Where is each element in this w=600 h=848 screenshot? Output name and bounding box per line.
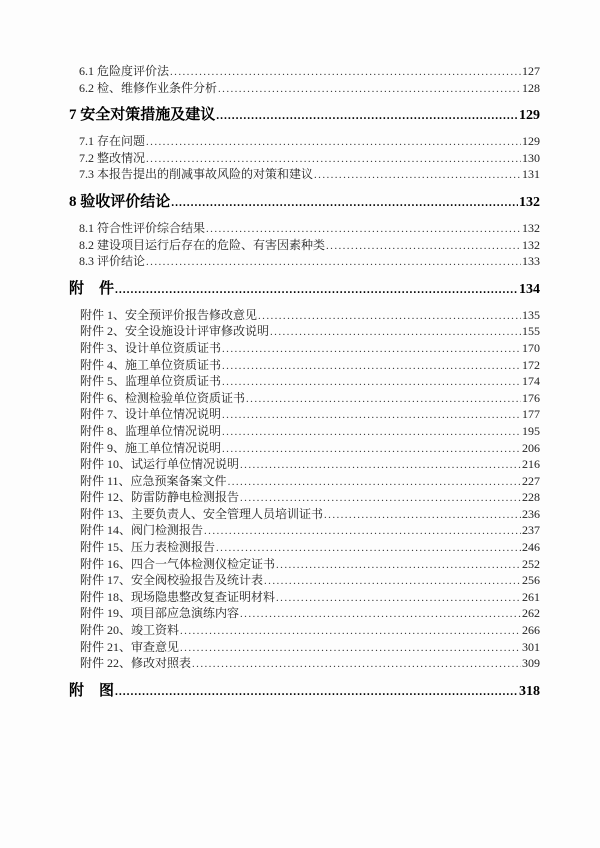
- toc-entry-label: 附件 19、项目部应急演练内容: [80, 606, 240, 621]
- toc-entry-label: 附件 6、检测检验单位资质证书: [80, 390, 246, 405]
- toc-entry-row: [69, 557, 540, 574]
- toc-entry-label: 附件 16、四合一气体检测仪检定证书: [80, 556, 276, 571]
- toc-entry-page: 236: [522, 506, 540, 521]
- toc-entry-label: 附件 17、安全阀校验报告及统计表: [80, 573, 264, 588]
- toc-entry-page: 318: [519, 683, 540, 699]
- toc-entry-row: [69, 254, 540, 271]
- toc-entry-page: 131: [522, 167, 540, 182]
- toc-entry-page: 155: [522, 324, 540, 339]
- toc-entry-row: [69, 407, 540, 424]
- toc-entry-label: 6.1 危险度评价法: [79, 64, 170, 78]
- dot-leader: [180, 623, 521, 640]
- toc-entry-page: 174: [522, 374, 540, 389]
- toc-entry-label: 附件 9、施工单位情况说明: [80, 440, 222, 455]
- dot-leader: [246, 391, 521, 408]
- toc-entry-row: [69, 167, 540, 184]
- toc-entry-row: [69, 441, 540, 458]
- toc-entry-label: 8 验收评价结论: [69, 193, 171, 210]
- toc-entry-label: 6.2 检、维修作业条件分析: [79, 80, 218, 95]
- toc-chapter-row: [69, 192, 540, 213]
- toc-entry-page: 309: [522, 656, 540, 671]
- toc-entry-page: 228: [522, 490, 540, 505]
- toc-entry-page: 129: [519, 108, 540, 124]
- toc-entry-label: 附件 12、防雷防静电检测报告: [80, 490, 240, 505]
- dot-leader: [222, 341, 521, 358]
- dot-leader: [216, 105, 518, 126]
- toc-entry-page: 195: [522, 423, 540, 438]
- toc-entry-row: [69, 573, 540, 590]
- toc-entry-page: 252: [522, 556, 540, 571]
- dot-leader: [324, 507, 521, 524]
- toc-entry-page: 135: [522, 307, 540, 322]
- toc-entry-label: 7 安全对策措施及建议: [69, 107, 216, 124]
- toc-entry-row: [69, 623, 540, 640]
- toc-chapter-row: [69, 105, 540, 126]
- toc-entry-page: 177: [522, 407, 540, 422]
- toc-entry-label: 附 图: [69, 682, 115, 699]
- toc-entry-row: [69, 424, 540, 441]
- toc-entry-row: [69, 490, 540, 507]
- toc-entry-page: 132: [522, 220, 540, 235]
- toc-entry-label: 8.2 建设项目运行后存在的危险、有害因素种类: [79, 237, 326, 252]
- dot-leader: [222, 424, 521, 441]
- toc-entry-label: 8.1 符合性评价综合结果: [79, 220, 206, 235]
- toc-entry-row: [69, 308, 540, 325]
- toc-entry-page: 128: [522, 80, 540, 95]
- dot-leader: [222, 407, 521, 424]
- dot-leader: [180, 640, 521, 657]
- dot-leader: [218, 81, 521, 98]
- toc-entry-page: 246: [522, 540, 540, 555]
- toc-entry-page: 132: [522, 237, 540, 252]
- toc-entry-page: 216: [522, 457, 540, 472]
- toc-entry-row: [69, 640, 540, 657]
- dot-leader: [216, 540, 521, 557]
- toc-entry-label: 7.2 整改情况: [79, 150, 146, 165]
- toc-entry-row: [69, 374, 540, 391]
- toc-entry-label: 附件 11、应急预案备案文件: [80, 473, 227, 488]
- toc-entry-label: 附件 13、主要负责人、安全管理人员培训证书: [80, 506, 324, 521]
- toc-entry-row: [69, 474, 540, 491]
- toc-entry-row: [69, 238, 540, 255]
- toc-entry-row: [69, 606, 540, 623]
- dot-leader: [171, 192, 518, 213]
- toc-entry-label: 8.3 评价结论: [79, 254, 146, 269]
- toc-entry-row: [69, 590, 540, 607]
- dot-leader: [276, 590, 521, 607]
- toc-entry-row: [69, 81, 540, 98]
- toc-entry-page: 261: [522, 589, 540, 604]
- toc-entry-row: [69, 656, 540, 673]
- toc-entry-row: [69, 540, 540, 557]
- toc-entry-page: 266: [522, 623, 540, 638]
- toc-entry-row: [69, 221, 540, 238]
- toc-entry-label: 附件 1、安全预评价报告修改意见: [80, 307, 258, 322]
- dot-leader: [146, 254, 521, 271]
- dot-leader: [115, 279, 518, 300]
- toc-entry-row: [69, 391, 540, 408]
- toc-entry-label: 附 件: [69, 280, 115, 297]
- toc-entry-row: [69, 507, 540, 524]
- dot-leader: [228, 474, 521, 491]
- toc-entry-row: [69, 151, 540, 168]
- toc-entry-label: 附件 20、竣工资料: [80, 623, 180, 638]
- toc-entry-label: 附件 14、阀门检测报告: [80, 523, 204, 538]
- toc-entry-label: 附件 7、设计单位情况说明: [80, 407, 222, 422]
- toc-entry-row: [69, 64, 540, 81]
- toc-entry-label: 附件 22、修改对照表: [80, 656, 192, 671]
- dot-leader: [206, 221, 521, 238]
- toc-entry-label: 附件 15、压力表检测报告: [80, 540, 216, 555]
- toc-entry-label: 7.3 本报告提出的削减事故风险的对策和建议: [79, 167, 314, 182]
- dot-leader: [240, 606, 521, 623]
- dot-leader: [240, 490, 521, 507]
- dot-leader: [264, 573, 521, 590]
- toc-entry-page: 256: [522, 573, 540, 588]
- dot-leader: [115, 681, 518, 702]
- toc-entry-page: 262: [522, 606, 540, 621]
- toc-entry-label: 附件 10、试运行单位情况说明: [80, 457, 240, 472]
- dot-leader: [222, 374, 521, 391]
- toc-entry-page: 132: [519, 194, 540, 210]
- toc-entry-label: 附件 2、安全设施设计评审修改说明: [80, 324, 270, 339]
- dot-leader: [326, 238, 521, 255]
- toc-entry-label: 附件 5、监理单位资质证书: [80, 374, 222, 389]
- dot-leader: [276, 557, 521, 574]
- table-of-contents: [69, 64, 540, 710]
- toc-entry-page: 133: [522, 254, 540, 269]
- toc-entry-label: 附件 4、施工单位资质证书: [80, 357, 222, 372]
- dot-leader: [170, 64, 521, 81]
- toc-entry-page: 127: [522, 64, 540, 78]
- toc-entry-row: [69, 324, 540, 341]
- toc-entry-page: 134: [519, 281, 540, 297]
- toc-chapter-row: [69, 681, 540, 702]
- toc-entry-page: 129: [522, 134, 540, 149]
- toc-entry-row: [69, 457, 540, 474]
- toc-entry-page: 227: [522, 473, 540, 488]
- toc-entry-row: [69, 523, 540, 540]
- dot-leader: [222, 358, 521, 375]
- toc-entry-row: [69, 134, 540, 151]
- toc-entry-page: 176: [522, 390, 540, 405]
- dot-leader: [146, 151, 521, 168]
- toc-entry-label: 附件 8、监理单位情况说明: [80, 423, 222, 438]
- dot-leader: [222, 441, 521, 458]
- dot-leader: [258, 308, 521, 325]
- toc-entry-label: 附件 3、设计单位资质证书: [80, 340, 222, 355]
- toc-chapter-row: [69, 279, 540, 300]
- toc-entry-label: 7.1 存在问题: [79, 134, 146, 149]
- toc-entry-page: 172: [522, 357, 540, 372]
- dot-leader: [314, 167, 521, 184]
- dot-leader: [204, 523, 521, 540]
- toc-entry-label: 附件 21、审查意见: [80, 639, 180, 654]
- dot-leader: [146, 134, 521, 151]
- dot-leader: [240, 457, 521, 474]
- toc-entry-page: 237: [522, 523, 540, 538]
- toc-entry-row: [69, 358, 540, 375]
- toc-entry-page: 301: [522, 639, 540, 654]
- toc-entry-label: 附件 18、现场隐患整改复查证明材料: [80, 589, 276, 604]
- toc-entry-page: 130: [522, 150, 540, 165]
- toc-entry-row: [69, 341, 540, 358]
- dot-leader: [270, 324, 521, 341]
- dot-leader: [192, 656, 521, 673]
- toc-entry-page: 206: [522, 440, 540, 455]
- toc-entry-page: 170: [522, 340, 540, 355]
